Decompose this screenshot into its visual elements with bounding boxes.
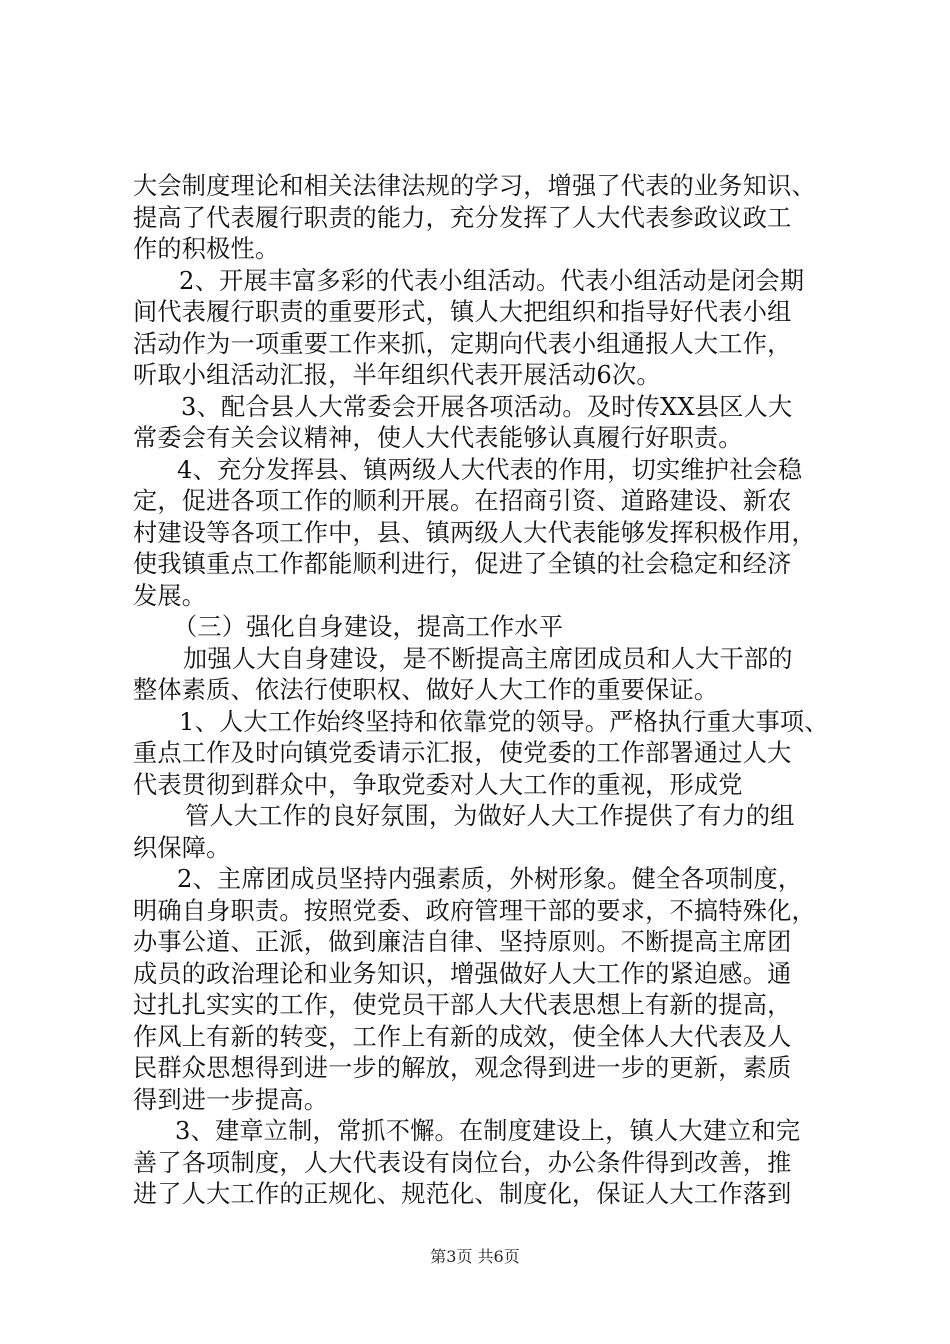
text-line: 办事公道、正派，做到廉洁自律、坚持原则。不断提高主席团 [133, 928, 792, 956]
text-line: 明确自身职责。按照党委、政府管理干部的要求，不搞特殊化， [133, 896, 816, 925]
text-line: 发展。 [133, 581, 207, 610]
text-line: 2、主席团成员坚持内强素质，外树形象。健全各项制度， [177, 865, 803, 893]
text-line: （三）强化自身建设，提高工作水平 [173, 613, 564, 641]
text-line: 听取小组活动汇报，半年组织代表开展活动6次。 [133, 361, 661, 389]
text-line: 大会制度理论和相关法律法规的学习，增强了代表的业务知识、 [133, 172, 816, 200]
text-line: 3、配合县人大常委会开展各项活动。及时传XX县区人大 [181, 392, 793, 421]
text-line: 织保障。 [133, 833, 231, 862]
text-line: 过扎扎实实的工作，使党员干部人大代表思想上有新的提高， [133, 991, 792, 1019]
text-line: 作风上有新的转变，工作上有新的成效，使全体人大代表及人 [133, 1022, 792, 1051]
text-line: 定，促进各项工作的顺利开展。在招商引资、道路建设、新农 [133, 487, 792, 515]
text-line: 4、充分发挥县、镇两级人大代表的作用，切实维护社会稳 [177, 455, 803, 484]
text-line: 使我镇重点工作都能顺利进行，促进了全镇的社会稳定和经济 [133, 550, 792, 578]
text-line: 1、人大工作始终坚持和依靠党的领导。严格执行重大事项、 [179, 707, 829, 736]
text-line: 代表贯彻到群众中，争取党委对人大工作的重视，形成党 [133, 770, 743, 799]
text-line: 村建设等各项工作中，县、镇两级人大代表能够发挥积极作用， [133, 518, 816, 547]
text-line: 进了人大工作的正规化、规范化、制度化，保证人大工作落到 [133, 1180, 792, 1208]
text-line: 提高了代表履行职责的能力，充分发挥了人大代表参政议政工 [133, 203, 792, 232]
text-line: 管人大工作的良好氛围，为做好人大工作提供了有力的组 [185, 802, 795, 830]
text-line: 加强人大自身建设，是不断提高主席团成员和人大干部的 [183, 644, 793, 673]
text-line: 常委会有关会议精神，使人大代表能够认真履行好职责。 [133, 424, 743, 452]
text-line: 重点工作及时向镇党委请示汇报，使党委的工作部署通过人大 [133, 739, 792, 767]
text-line: 活动作为一项重要工作来抓，定期向代表小组通报人大工作， [133, 329, 792, 358]
text-line: 作的积极性。 [133, 235, 280, 263]
text-line: 善了各项制度，人大代表设有岗位台，办公条件得到改善，推 [133, 1148, 792, 1177]
text-line: 整体素质、依法行使职权、做好人大工作的重要保证。 [133, 676, 719, 704]
text-line: 3、建章立制，常抓不懈。在制度建设上，镇人大建立和完 [175, 1117, 801, 1145]
text-line: 间代表履行职责的重要形式，镇人大把组织和指导好代表小组 [133, 298, 792, 326]
text-line: 2、开展丰富多彩的代表小组活动。代表小组活动是闭会期 [179, 266, 805, 295]
text-line: 成员的政治理论和业务知识，增强做好人大工作的紧迫感。通 [133, 959, 792, 988]
text-line: 得到进一步提高。 [133, 1085, 329, 1114]
text-line: 民群众思想得到进一步的解放，观念得到进一步的更新，素质 [133, 1054, 792, 1082]
page-number-footer: 第3页 共6页 [430, 1247, 520, 1266]
document-body [133, 171, 833, 1211]
